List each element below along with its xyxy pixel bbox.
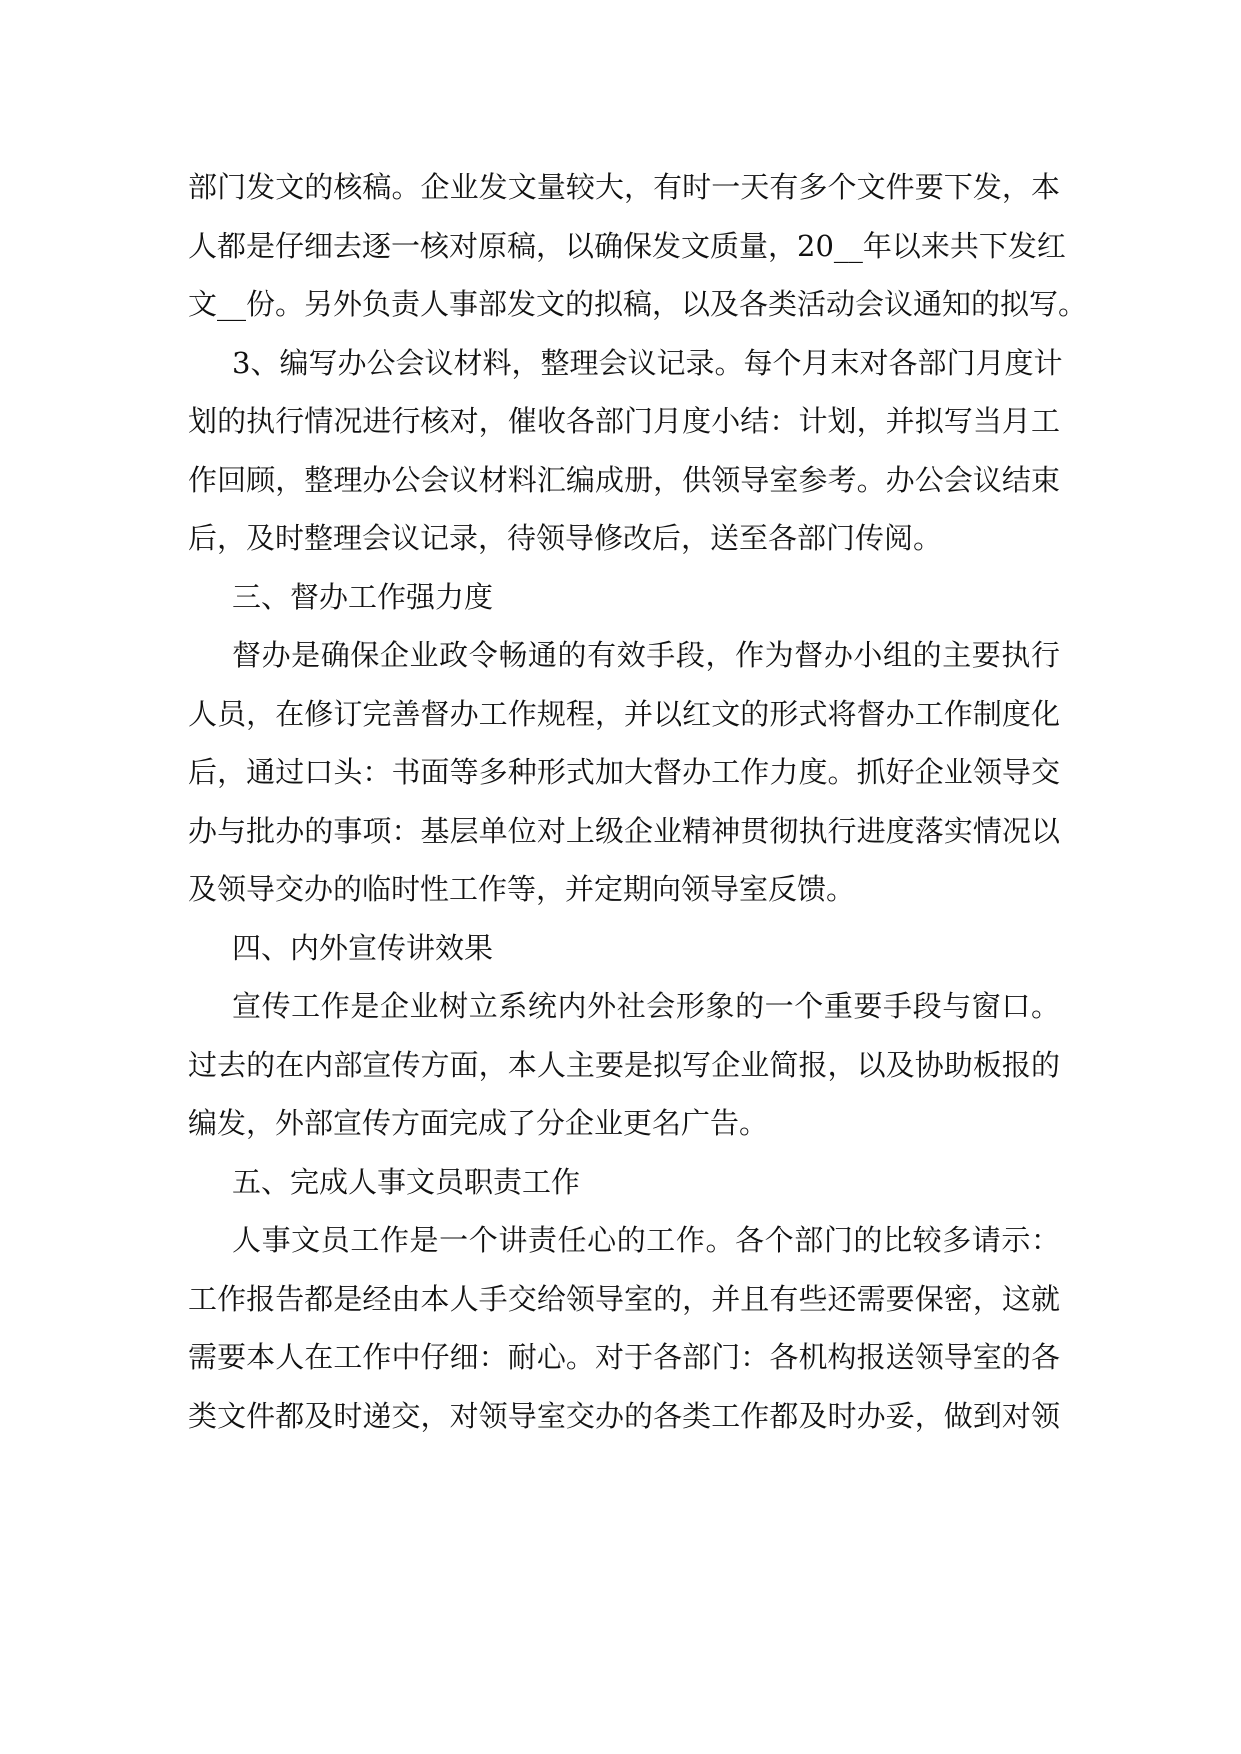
text-line: 过去的在内部宣传方面，本人主要是拟写企业简报，以及协助板报的 (188, 1047, 1060, 1082)
text-line: 办与批办的事项：基层单位对上级企业精神贯彻执行进度落实情况以 (188, 813, 1060, 848)
body-text (188, 158, 1088, 1445)
text-line: 工作报告都是经由本人手交给领导室的，并且有些还需要保密，这就 (188, 1281, 1060, 1316)
text-line: 及领导交办的临时性工作等，并定期向领导室反馈。 (188, 872, 856, 906)
text-line: 人员，在修订完善督办工作规程，并以红文的形式将督办工作制度化 (188, 696, 1060, 731)
text-line: 3、编写办公会议材料，整理会议记录。每个月末对各部门月度计 (232, 345, 1063, 380)
text-line: 人都是仔细去逐一核对原稿，以确保发文质量，20__年以来共下发红 (188, 228, 1066, 263)
section-heading: 四、内外宣传讲效果 (232, 930, 494, 965)
text-line: 划的执行情况进行核对，催收各部门月度小结：计划，并拟写当月工 (188, 404, 1060, 438)
text-line: 后，通过口头：书面等多种形式加大督办工作力度。抓好企业领导交 (188, 755, 1060, 789)
text-line: 人事文员工作是一个讲责任心的工作。各个部门的比较多请示： (232, 1223, 1060, 1257)
text-line: 编发，外部宣传方面完成了分企业更名广告。 (188, 1106, 769, 1140)
text-line: 宣传工作是企业树立系统内外社会形象的一个重要手段与窗口。 (232, 989, 1060, 1023)
text-line: 后，及时整理会议记录，待领导修改后，送至各部门传阅。 (188, 521, 943, 555)
text-line: 部门发文的核稿。企业发文量较大，有时一天有多个文件要下发，本 (188, 170, 1060, 204)
text-line: 督办是确保企业政令畅通的有效手段，作为督办小组的主要执行 (232, 638, 1060, 672)
text-line: 文__份。另外负责人事部发文的拟稿，以及各类活动会议通知的拟写。 (188, 287, 1088, 321)
section-heading: 三、督办工作强力度 (232, 579, 494, 614)
section-heading: 五、完成人事文员职责工作 (232, 1164, 581, 1199)
text-line: 类文件都及时递交，对领导室交办的各类工作都及时办妥，做到对领 (188, 1398, 1060, 1433)
text-line: 作回顾，整理办公会议材料汇编成册，供领导室参考。办公会议结束 (188, 462, 1060, 497)
text-line: 需要本人在工作中仔细：耐心。对于各部门：各机构报送领导室的各 (188, 1340, 1060, 1374)
